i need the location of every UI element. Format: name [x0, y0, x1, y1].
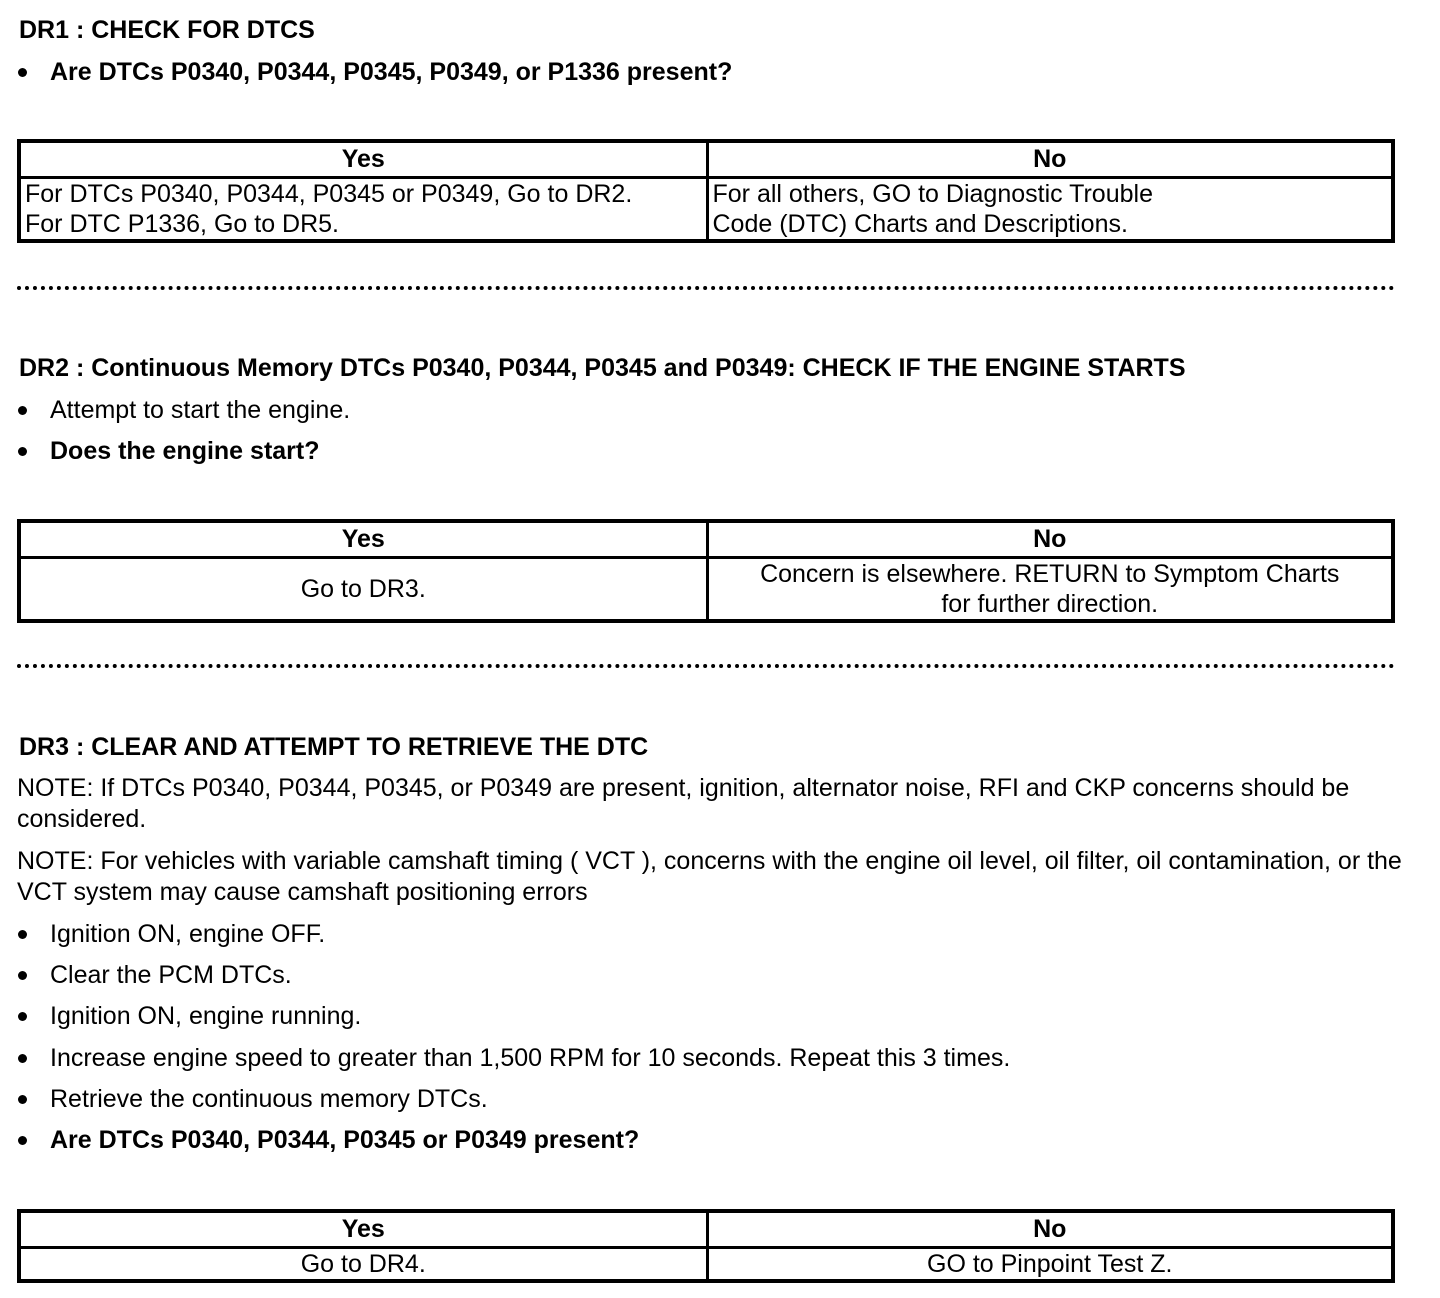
dr1-no-line-2: Code (DTC) Charts and Descriptions. [712, 210, 1128, 238]
bullet-dot-icon [18, 447, 27, 456]
dr2-bullet-2-text: Does the engine start? [50, 437, 320, 465]
dr1-yes-line-1: For DTCs P0340, P0344, P0345 or P0349, Go to DR2. [25, 180, 633, 208]
dr3-title: DR3 : CLEAR AND ATTEMPT TO RETRIEVE THE DTC [19, 733, 649, 761]
bullet-dot-icon [18, 1095, 27, 1104]
dr2-bullet-1-text: Attempt to start the engine. [50, 396, 351, 424]
dr1-title: DR1 : CHECK FOR DTCS [19, 16, 315, 44]
dr1-yes-line-2: For DTC P1336, Go to DR5. [25, 210, 340, 238]
dr3-bullet-2-text: Clear the PCM DTCs. [50, 961, 292, 989]
dr3-bullet-1-text: Ignition ON, engine OFF. [50, 920, 326, 948]
dr3-yes-cell: Go to DR4. [19, 1248, 707, 1282]
dr3-bullet-5-text: Retrieve the continuous memory DTCs. [50, 1085, 488, 1113]
dr3-note-1: NOTE: If DTCs P0340, P0344, P0345, or P0349 are present, ignition, alternator noise, RFI and CKP concerns should be considered. [17, 774, 1350, 833]
section-divider-2 [17, 664, 1395, 668]
bullet-dot-icon [18, 1054, 27, 1063]
dr1-no-cell [707, 178, 1393, 242]
bullet-dot-icon [18, 1012, 27, 1021]
dr1-no-header: No [707, 141, 1393, 178]
section-divider-1 [17, 286, 1395, 290]
bullet-dot-icon [18, 68, 27, 77]
dr3-no-cell: GO to Pinpoint Test Z. [707, 1248, 1393, 1282]
dr1-table [17, 139, 1395, 243]
dr2-yes-cell: Go to DR3. [19, 558, 707, 622]
dr2-table [17, 519, 1395, 623]
dr3-note-2: NOTE: For vehicles with variable camshaft timing ( VCT ), concerns with the engine oil level, oil filter, oil contamination, or the VCT system may cause camshaft positioning errors [17, 847, 1402, 906]
dr2-title: DR2 : Continuous Memory DTCs P0340, P0344, P0345 and P0349: CHECK IF THE ENGINE STARTS [19, 354, 1186, 382]
bullet-dot-icon [18, 930, 27, 939]
dr2-no-line-2: for further direction. [941, 590, 1159, 618]
dr1-yes-cell [19, 178, 707, 242]
dr3-yes-header: Yes [19, 1211, 707, 1248]
dr1-no-line-1: For all others, GO to Diagnostic Trouble [712, 180, 1153, 208]
dr2-no-header: No [707, 521, 1393, 558]
dr3-table [17, 1209, 1395, 1283]
dr1-yes-header: Yes [19, 141, 707, 178]
dr3-bullet-6-text: Are DTCs P0340, P0344, P0345 or P0349 present? [50, 1126, 640, 1154]
dr2-yes-header: Yes [19, 521, 707, 558]
dr2-no-line-1: Concern is elsewhere. RETURN to Symptom Charts [760, 560, 1340, 588]
dr2-no-cell [707, 558, 1393, 622]
dr3-bullet-3-text: Ignition ON, engine running. [50, 1002, 362, 1030]
bullet-dot-icon [18, 406, 27, 415]
dr1-bullet-1-text: Are DTCs P0340, P0344, P0345, P0349, or P1336 present? [50, 58, 733, 86]
dr3-bullet-4-text: Increase engine speed to greater than 1,500 RPM for 10 seconds. Repeat this 3 times. [50, 1044, 1011, 1072]
dr3-no-header: No [707, 1211, 1393, 1248]
bullet-dot-icon [18, 1136, 27, 1145]
bullet-dot-icon [18, 971, 27, 980]
